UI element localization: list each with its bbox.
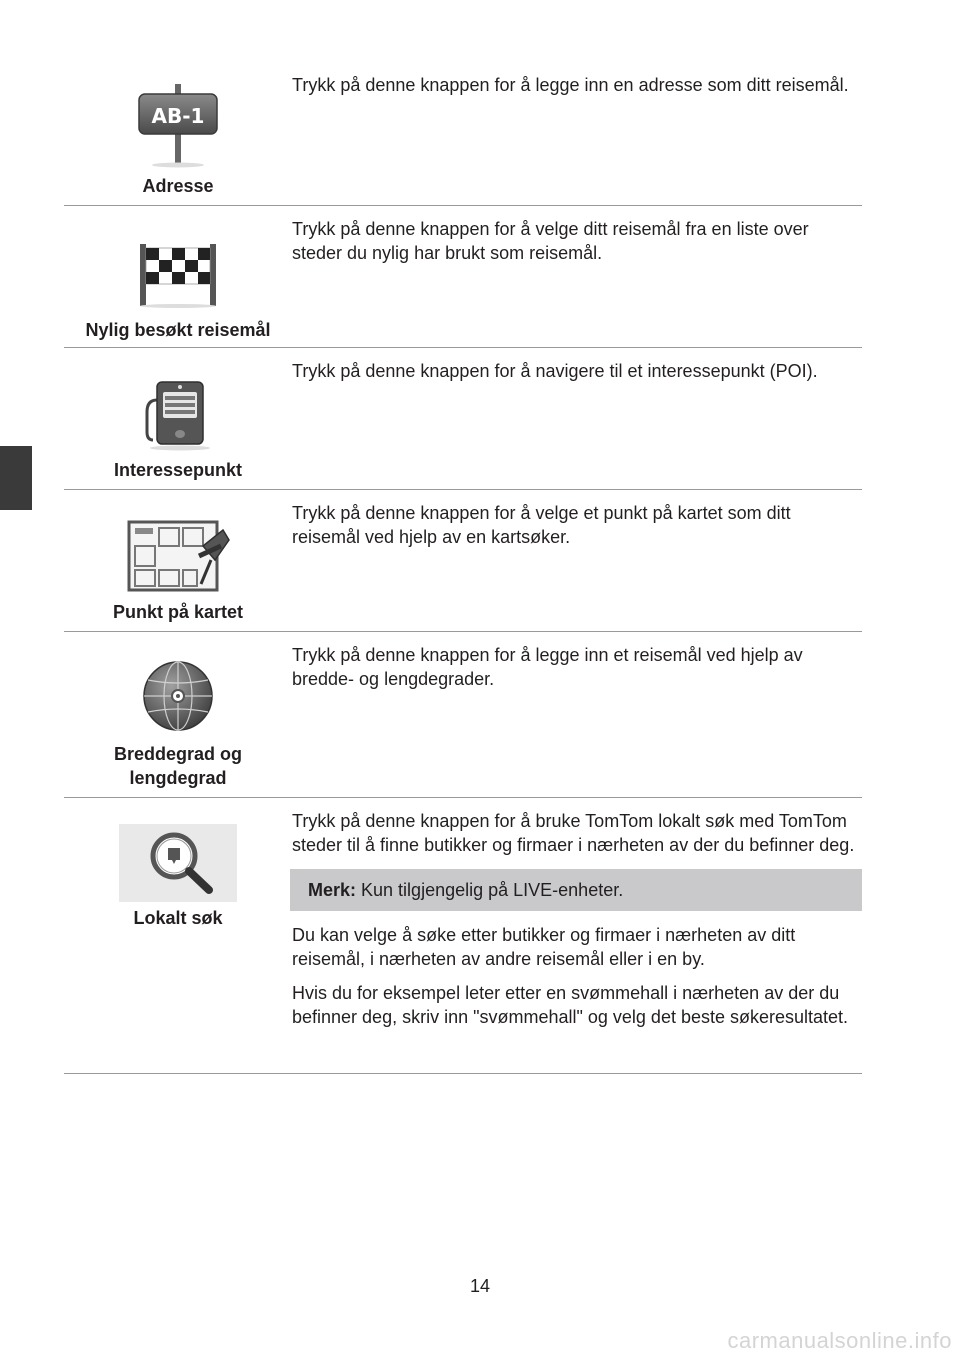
note-label: Merk: [308, 880, 357, 900]
page-number: 14 [469, 1276, 491, 1296]
option-row-recent [64, 206, 862, 348]
icon-cell[interactable] [64, 62, 292, 205]
description-text-3: Hvis du for eksempel leter etter en svømmehall i nærheten av der du befinner deg, skriv inn "svømmehall" og velg det beste søkeresultatet. [292, 983, 849, 1027]
watermark: carmanualsonline.info [727, 1328, 952, 1353]
description-text: Trykk på denne knappen for å legge inn et reisemål ved hjelp av bredde- og lengdegrader. [292, 645, 803, 689]
option-description [292, 798, 862, 1073]
chapter-tab [0, 446, 32, 510]
globe-icon [140, 632, 216, 736]
option-label: Punkt på kartet [112, 602, 244, 622]
map-pin-icon [125, 490, 231, 594]
icon-cell[interactable] [64, 206, 292, 347]
option-row-poi [64, 348, 862, 490]
description-text: Trykk på denne knappen for å navigere til et interessepunkt (POI). [292, 361, 818, 381]
option-description [292, 632, 862, 797]
option-row-latlon [64, 632, 862, 798]
option-row-map-point [64, 490, 862, 632]
option-description [292, 490, 862, 631]
icon-cell[interactable] [64, 798, 292, 1073]
option-label: Interessepunkt [113, 460, 243, 480]
description-text: Trykk på denne knappen for å legge inn en adresse som ditt reisemål. [292, 75, 849, 95]
fuel-pump-icon [143, 348, 213, 452]
option-label: Lokalt søk [133, 908, 223, 928]
local-search-icon [119, 798, 237, 902]
note-text: Kun tilgjengelig på LIVE-enheter. [361, 880, 624, 900]
description-text: Trykk på denne knappen for å bruke TomTom lokalt søk med TomTom steder til å finne butikker og firmaer i nærheten av der du befinner deg. [292, 811, 855, 855]
svg-text:AB-1: AB-1 [151, 104, 205, 128]
note-box [290, 869, 862, 911]
option-row-local-search [64, 798, 862, 1074]
description-text-2: Du kan velge å søke etter butikker og firmaer i nærheten av ditt reisemål, i nærheten av andre reisemål eller i en by. [292, 925, 796, 969]
address-sign-icon [136, 62, 220, 168]
description-text: Trykk på denne knappen for å velge ditt reisemål fra en liste over steder du nylig har brukt som reisemål. [292, 219, 809, 263]
option-row-adresse [64, 62, 862, 206]
option-description [292, 62, 862, 205]
description-text: Trykk på denne knappen for å velge et punkt på kartet som ditt reisemål ved hjelp av en kartsøker. [292, 503, 791, 547]
icon-cell[interactable] [64, 348, 292, 489]
icon-cell[interactable] [64, 490, 292, 631]
option-description [292, 206, 862, 347]
checkered-flag-icon [136, 206, 220, 308]
icon-cell[interactable] [64, 632, 292, 797]
option-description [292, 348, 862, 489]
option-label: Adresse [142, 176, 214, 196]
option-label: Breddegrad og lengdegrad [113, 744, 242, 788]
menu-options-table [64, 62, 862, 1074]
option-label: Nylig besøkt reisemål [85, 320, 271, 340]
